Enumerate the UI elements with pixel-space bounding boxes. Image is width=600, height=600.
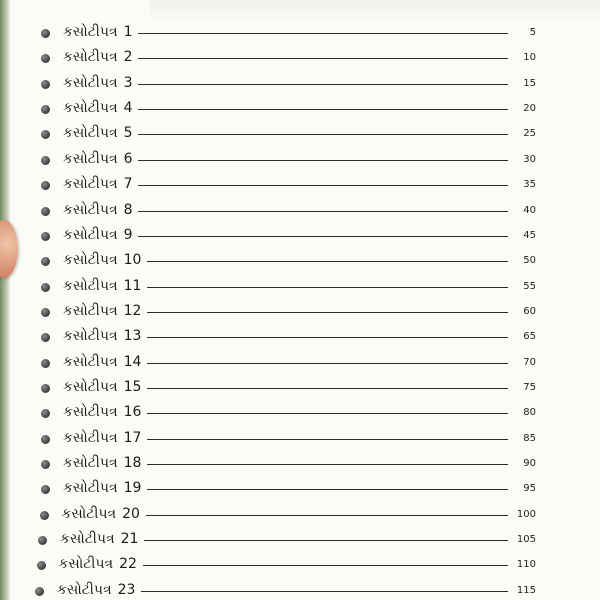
toc-row <box>0 401 600 426</box>
toc-page-number: 60 <box>523 305 536 317</box>
toc-entry-title <box>63 149 133 169</box>
toc-entry-label: કસોટીપત્ર <box>63 74 118 91</box>
toc-row <box>0 173 600 198</box>
toc-row <box>0 199 600 224</box>
toc-entry-number: 12 <box>123 302 142 319</box>
bullet-icon <box>41 359 50 368</box>
toc-row <box>0 376 600 401</box>
toc-page-number: 25 <box>523 128 536 140</box>
toc-row <box>0 325 600 350</box>
leader-line <box>138 109 508 110</box>
toc-page-number: 110 <box>516 559 536 571</box>
toc-page-number: 15 <box>523 77 536 89</box>
toc-page-number: 105 <box>516 534 536 545</box>
toc-entry-label: કસોટીપત્ર <box>63 201 118 218</box>
toc-page-number: 80 <box>523 407 536 419</box>
toc-row <box>0 300 600 325</box>
toc-row <box>0 21 600 46</box>
leader-line <box>146 515 509 516</box>
toc-entry-label: કસોટીપત્ર <box>63 404 118 421</box>
toc-entry-title <box>63 402 141 422</box>
leader-line <box>147 261 508 262</box>
toc-entry-label: કસોટીપત્ર <box>63 100 118 117</box>
toc-page-number: 65 <box>523 331 536 343</box>
bullet-icon <box>41 283 50 292</box>
toc-entry-label: કસોટીપત્ર <box>63 429 118 446</box>
toc-entry-number: 4 <box>123 100 133 117</box>
toc-row <box>0 579 600 600</box>
toc-entry-label: કસોટીપત્ર <box>61 505 117 522</box>
toc-entry-title <box>63 428 141 448</box>
leader-line <box>147 439 508 440</box>
toc-row <box>0 503 600 528</box>
toc-entry-title <box>62 504 140 524</box>
toc-entry-label: કસોટીપત્ર <box>63 125 118 142</box>
toc-entry-number: 17 <box>123 429 142 446</box>
bullet-icon <box>41 460 50 469</box>
toc-row <box>0 72 600 97</box>
toc-page-number: 45 <box>523 229 536 241</box>
toc-entry-title <box>63 478 141 498</box>
toc-entry-title <box>57 580 135 600</box>
toc-entry-title <box>63 326 141 346</box>
toc-entry-title <box>63 47 133 67</box>
toc-page-number: 55 <box>523 280 536 292</box>
bullet-icon <box>41 232 50 241</box>
leader-line <box>138 134 508 135</box>
toc-row <box>0 249 600 274</box>
toc-page-number: 115 <box>516 584 536 596</box>
leader-line <box>138 33 508 34</box>
bullet-icon <box>41 308 50 317</box>
toc-entry-title <box>63 225 133 245</box>
leader-line <box>147 363 508 364</box>
toc-entry-number: 22 <box>119 556 137 573</box>
toc-entry-label: કસોટીપત્ર <box>57 581 112 598</box>
leader-line <box>144 540 508 541</box>
toc-entry-label: કસોટીપત્ર <box>63 49 118 66</box>
toc-entry-number: 16 <box>123 404 142 421</box>
toc-entry-number: 15 <box>123 378 142 395</box>
leader-line <box>138 160 508 161</box>
toc-row <box>0 553 600 578</box>
toc-page-number: 70 <box>523 356 536 368</box>
toc-entry-title <box>63 352 141 372</box>
leader-line <box>138 236 508 237</box>
toc-page-number: 40 <box>523 204 536 216</box>
toc-entry-number: 8 <box>123 201 133 218</box>
toc-row <box>0 477 600 502</box>
bullet-icon <box>41 485 50 494</box>
toc-entry-title <box>63 250 141 270</box>
leader-line <box>147 287 508 288</box>
toc-entry-number: 3 <box>123 74 133 91</box>
toc-entry-title <box>63 22 133 42</box>
toc-entry-number: 5 <box>123 125 133 142</box>
toc-entry-title <box>63 123 133 143</box>
toc-entry-number: 21 <box>120 531 139 547</box>
leader-line <box>138 185 508 186</box>
leader-line <box>138 84 508 85</box>
toc-entry-title <box>63 276 141 296</box>
toc-page-number: 10 <box>523 52 536 64</box>
bullet-icon <box>41 435 50 444</box>
toc-entry-title <box>63 377 141 397</box>
toc-entry-title <box>63 174 133 194</box>
leader-line <box>147 388 508 389</box>
toc-row <box>0 351 600 376</box>
toc-row <box>0 452 600 477</box>
toc-entry-label: કસોટીપત્ર <box>63 226 118 243</box>
toc-row <box>0 148 600 173</box>
bullet-icon <box>41 409 50 418</box>
toc-page-number: 35 <box>523 179 536 191</box>
bullet-icon <box>41 207 50 216</box>
bullet-icon <box>41 384 50 393</box>
toc-page-number: 85 <box>523 432 536 444</box>
toc-entry-number: 1 <box>123 24 133 40</box>
toc-entry-label: કસોટીપત્ર <box>63 24 118 40</box>
leader-line <box>147 464 508 465</box>
toc-entry-title <box>60 529 138 549</box>
leader-line <box>147 489 508 490</box>
leader-line <box>138 58 508 59</box>
leader-line <box>141 591 508 592</box>
toc-entry-title <box>59 554 137 574</box>
leader-line <box>147 413 508 414</box>
toc-entry-number: 19 <box>123 480 142 497</box>
toc-entry-number: 6 <box>123 150 133 167</box>
toc-entry-number: 10 <box>123 252 142 269</box>
leader-line <box>138 211 508 212</box>
leader-line <box>147 312 508 313</box>
bullet-icon <box>41 130 50 139</box>
toc-entry-label: કસોટીપત્ર <box>63 455 118 471</box>
toc-entry-label: કસોટીપત્ર <box>63 277 118 294</box>
toc-entry-label: કસોટીપત્ર <box>63 176 118 193</box>
bullet-icon <box>38 536 47 545</box>
toc-page-number: 20 <box>523 103 536 115</box>
toc-page-number: 100 <box>516 508 536 520</box>
bullet-icon <box>41 257 50 266</box>
leader-line <box>143 565 509 566</box>
toc-page-number: 5 <box>529 27 536 38</box>
bullet-icon <box>40 511 49 520</box>
toc-page-number: 30 <box>523 153 536 165</box>
bullet-icon <box>35 587 44 596</box>
toc-entry-title <box>63 301 141 321</box>
toc-entry-label: કસોટીપત્ર <box>63 302 118 319</box>
bullet-icon <box>41 54 50 63</box>
toc-page-number: 95 <box>523 483 536 495</box>
toc-entry-label: કસોટીપત્ર <box>63 150 118 167</box>
leader-line <box>147 337 508 338</box>
toc-entry-label: કસોટીપત્ર <box>63 252 118 269</box>
toc-entry-number: 2 <box>123 49 133 66</box>
toc-row <box>0 275 600 300</box>
toc-entry-number: 14 <box>123 353 142 370</box>
toc-row <box>0 97 600 122</box>
bullet-icon <box>41 156 50 165</box>
toc-entry-number: 23 <box>117 581 136 598</box>
toc-entry-number: 9 <box>123 226 133 243</box>
toc-page-number: 75 <box>523 381 536 393</box>
toc-entry-title <box>63 200 133 220</box>
bullet-icon <box>41 29 50 38</box>
toc-entry-label: કસોટીપત્ર <box>63 480 118 497</box>
toc-row <box>0 528 600 553</box>
toc-entry-number: 7 <box>123 176 133 193</box>
toc-entry-title <box>63 73 133 93</box>
toc-entry-label: કસોટીપત્ર <box>63 378 118 395</box>
toc-entry-title <box>63 98 133 118</box>
toc-entry-number: 18 <box>123 455 142 471</box>
bullet-icon <box>41 80 50 89</box>
toc-entry-label: કસોટીપત્ર <box>58 556 114 573</box>
toc-row <box>0 224 600 249</box>
bullet-icon <box>41 333 50 342</box>
toc-entry-number: 20 <box>122 505 140 522</box>
toc-entry-label: કસોટીપત્ર <box>63 328 118 345</box>
toc-row <box>0 46 600 71</box>
toc-entry-label: કસોટીપત્ર <box>63 353 118 370</box>
toc-row <box>0 427 600 452</box>
toc-entry-number: 13 <box>123 328 142 345</box>
bullet-icon <box>41 181 50 190</box>
bullet-icon <box>37 561 46 570</box>
bullet-icon <box>41 105 50 114</box>
toc-entry-title <box>63 453 141 473</box>
toc-page-number: 50 <box>523 255 536 267</box>
toc-entry-label: કસોટીપત્ર <box>60 531 115 547</box>
toc-entry-number: 11 <box>123 277 142 294</box>
toc-page-number: 90 <box>523 458 536 469</box>
toc-row <box>0 122 600 147</box>
